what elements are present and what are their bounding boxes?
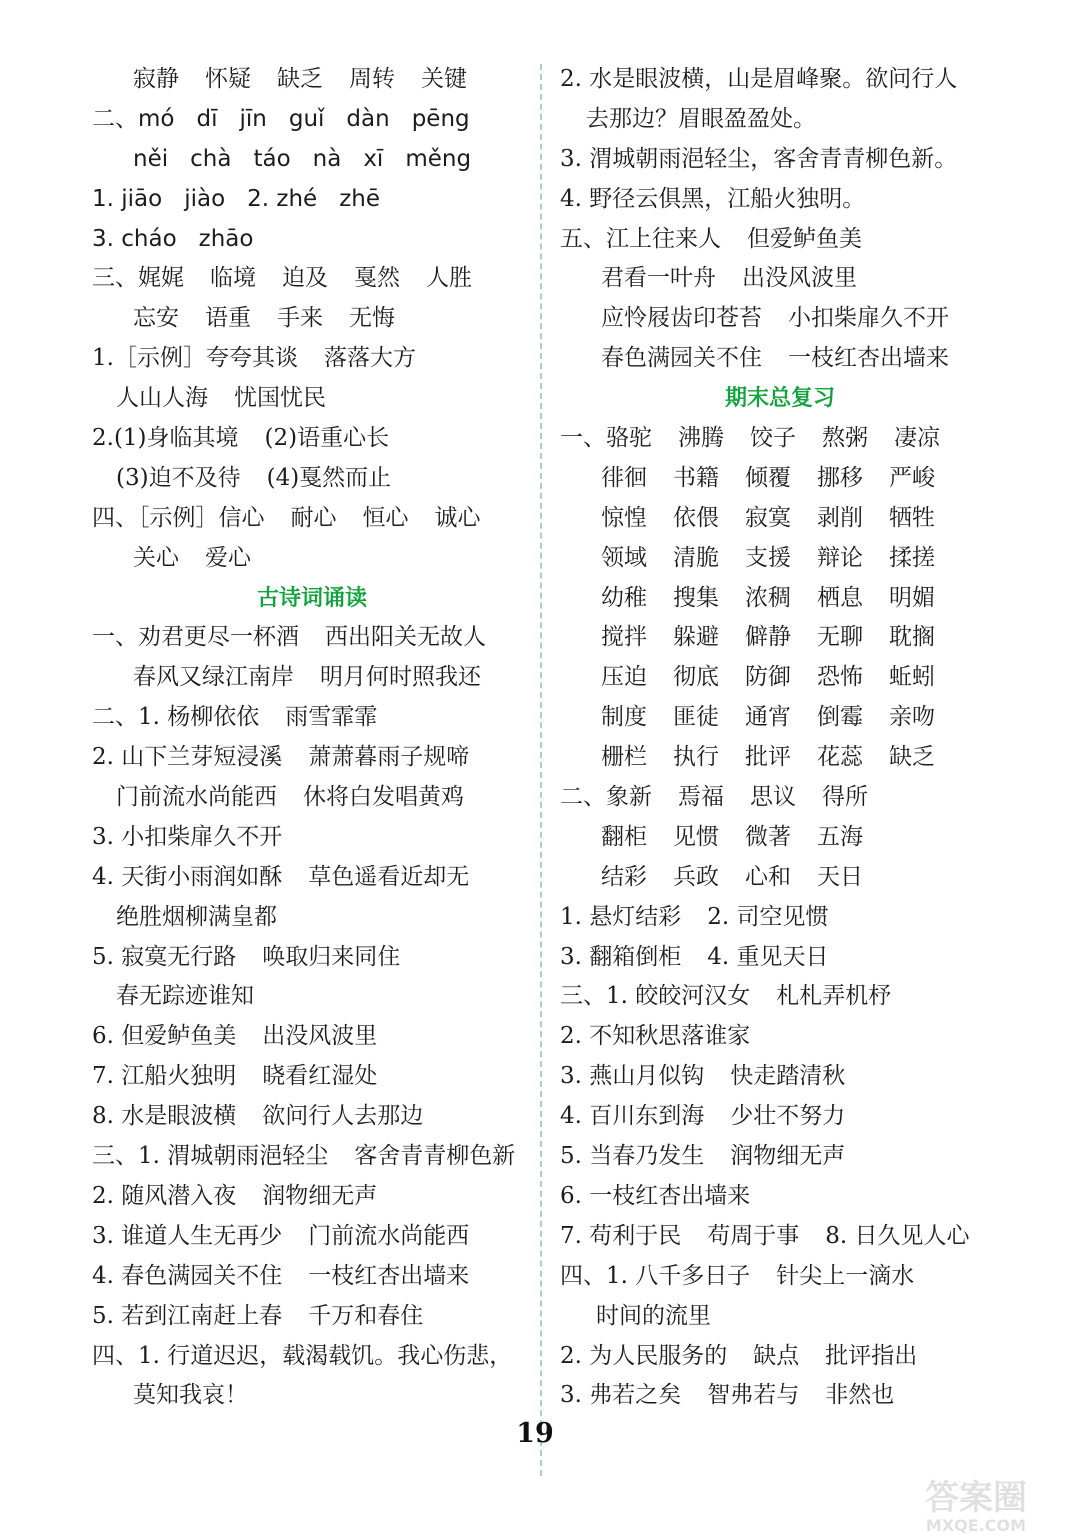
answer-text: 缺乏 <box>889 744 935 771</box>
answer-text: 明媚 <box>889 584 935 611</box>
answer-text: 5. 若到江南赶上春 <box>92 1302 283 1329</box>
answer-text: 3. 渭城朝雨浥轻尘，客舍青青柳色新。 <box>560 145 958 172</box>
answer-text: 压迫 <box>601 664 647 691</box>
answer-line <box>92 1257 532 1297</box>
answer-text: 千万和春住 <box>308 1302 424 1329</box>
answer-text: 剥削 <box>817 504 863 531</box>
answer-text: 4. 春色满园关不住 <box>92 1262 283 1289</box>
answer-text: 出没风波里 <box>262 1023 378 1050</box>
answer-line <box>92 818 532 858</box>
answer-text: 西出阳关无故人 <box>325 624 486 651</box>
answer-line <box>92 1217 532 1257</box>
answer-line <box>92 898 532 938</box>
answer-text: 1.［示例］夸夸其谈 <box>92 345 298 372</box>
answer-text: 一枝红杏出墙来 <box>788 345 949 372</box>
page-number: 19 <box>516 1418 554 1449</box>
answer-text: 札札弄机杼 <box>776 983 892 1010</box>
answer-text: 批评指出 <box>825 1342 918 1369</box>
answer-line <box>560 259 1000 299</box>
answer-text: (2)语重心长 <box>264 425 390 452</box>
answer-line <box>560 698 1000 738</box>
answer-text: zhāo <box>198 225 254 252</box>
answer-line <box>92 658 532 698</box>
answer-line <box>92 60 532 100</box>
answer-text: 四、1. 行道迟迟，载渴载饥。我心伤悲， <box>92 1342 513 1369</box>
answer-line <box>92 738 532 778</box>
answer-text: 2. 为人民服务的 <box>560 1342 728 1369</box>
answer-text: 四、［示例］信心 <box>92 504 265 531</box>
answer-line <box>92 1057 532 1097</box>
answer-line <box>560 180 1000 220</box>
answer-text: 去那边？眉眼盈盈处。 <box>586 105 816 132</box>
answer-text: 思议 <box>750 784 796 811</box>
answer-text: 8. 日久见人心 <box>825 1222 970 1249</box>
pinyin-line <box>92 100 532 140</box>
answer-text: (3)迫不及待 <box>116 464 241 491</box>
answer-text: 君看一叶舟 <box>601 265 716 292</box>
answer-line <box>560 1097 1000 1137</box>
answer-text: 时间的流里 <box>596 1302 711 1329</box>
answer-text: 耐心 <box>290 504 337 531</box>
answer-text: 恐怖 <box>817 664 863 691</box>
answer-text: 落落大方 <box>323 345 416 372</box>
answer-text: 雨雪霏霏 <box>285 704 378 731</box>
answer-text: 熬粥 <box>822 425 868 452</box>
answer-text: 天日 <box>817 863 863 890</box>
answer-text: 润物细无声 <box>730 1143 846 1170</box>
answer-line <box>560 1257 1000 1297</box>
answer-text: 亲吻 <box>889 704 935 731</box>
answer-text: 花蕊 <box>817 744 863 771</box>
answer-text: 7. 苟利于民 <box>560 1222 682 1249</box>
answer-text: 心和 <box>745 863 791 890</box>
answer-text: 欲问行人去那边 <box>262 1103 424 1130</box>
answer-text: 栖息 <box>817 584 863 611</box>
answer-text: 3. 燕山月似钩 <box>560 1063 705 1090</box>
answer-text: nà <box>312 145 342 172</box>
answer-text: 缺乏 <box>277 66 323 92</box>
answer-text: 彻底 <box>673 664 719 691</box>
answer-text: chà <box>190 145 232 172</box>
answer-text: 临境 <box>210 265 256 292</box>
answer-text: 人山人海 <box>116 385 208 412</box>
answer-line <box>560 100 1000 140</box>
answer-text: 草色遥看近却无 <box>308 863 470 890</box>
answer-text: 执行 <box>673 744 719 771</box>
answer-text: (4)戛然而止 <box>266 464 392 491</box>
answer-line <box>92 858 532 898</box>
answer-text: 2. 司空见惯 <box>707 903 829 930</box>
pinyin-line <box>92 220 532 260</box>
answer-text: jiào <box>184 185 226 212</box>
answer-line <box>92 698 532 738</box>
answer-text: 爱心 <box>205 544 251 571</box>
answer-text: 焉福 <box>678 784 724 811</box>
answer-text: 幼稚 <box>601 584 647 611</box>
answer-text: 五、江上往来人 <box>560 225 721 252</box>
answer-line <box>560 140 1000 180</box>
answer-text: 3. 弗若之矣 <box>560 1382 682 1409</box>
answer-text: 春无踪迹谁知 <box>116 983 254 1010</box>
answer-line <box>560 419 1000 459</box>
answer-text: 无聊 <box>817 624 863 651</box>
answer-text: 绝胜烟柳满皇都 <box>116 903 277 930</box>
answer-text: 结彩 <box>601 863 647 890</box>
answer-text: 2. 随风潜入夜 <box>92 1182 237 1209</box>
pinyin-line <box>92 140 532 180</box>
answer-text: 针尖上一滴水 <box>776 1262 915 1289</box>
answer-line <box>92 938 532 978</box>
answer-line <box>560 818 1000 858</box>
answer-text: 沸腾 <box>678 425 724 452</box>
answer-text: 6. 一枝红杏出墙来 <box>560 1182 751 1209</box>
answer-text: 莫知我哀！ <box>133 1382 248 1409</box>
answer-text: 迫及 <box>282 265 328 292</box>
answer-line <box>560 977 1000 1017</box>
answer-text: 寂寞 <box>745 504 791 531</box>
answer-line <box>92 539 532 579</box>
answer-text: 清脆 <box>673 544 719 571</box>
answer-line <box>560 60 1000 100</box>
answer-text: dī <box>196 105 218 132</box>
answer-text: 搜集 <box>673 584 719 611</box>
answer-text: 揉搓 <box>889 544 935 571</box>
answer-text: 微著 <box>745 823 791 850</box>
answer-text: 五海 <box>817 823 863 850</box>
answer-text: 门前流水尚能西 <box>308 1222 470 1249</box>
answer-line <box>560 898 1000 938</box>
pinyin-line <box>92 180 532 220</box>
answer-line <box>92 977 532 1017</box>
answer-text: 6. 但爱鲈鱼美 <box>92 1023 237 1050</box>
answer-text: 晓看红湿处 <box>262 1063 378 1090</box>
answer-text: 饺子 <box>750 425 796 452</box>
answer-text: 1. jiāo <box>92 185 163 212</box>
answer-text: 徘徊 <box>601 464 647 491</box>
answer-text: něi <box>133 145 169 172</box>
answer-text: 8. 水是眼波横 <box>92 1103 237 1130</box>
answer-line <box>560 1137 1000 1177</box>
answer-line <box>92 778 532 818</box>
answer-text: 怀疑 <box>205 66 251 92</box>
left-column <box>92 60 532 1416</box>
answer-line <box>92 299 532 339</box>
answer-text: 手来 <box>277 305 323 332</box>
watermark-text: 答案圈 <box>925 1478 1027 1518</box>
answer-text: 领域 <box>601 544 647 571</box>
answer-line <box>560 339 1000 379</box>
answer-line <box>560 1217 1000 1257</box>
answer-text: 出没风波里 <box>742 265 857 292</box>
answer-text: 四、1. 八千多日子 <box>560 1262 751 1289</box>
answer-text: 5. 寂寞无行路 <box>92 943 237 970</box>
answer-text: měng <box>405 145 472 172</box>
answer-line <box>560 858 1000 898</box>
answer-text: 苟周于事 <box>707 1222 800 1249</box>
answer-text: 人胜 <box>426 265 472 292</box>
answer-text: 二、mó <box>92 105 175 132</box>
answer-text: 非然也 <box>825 1382 895 1409</box>
answer-text: 依偎 <box>673 504 719 531</box>
answer-text: 牺牲 <box>889 504 935 531</box>
answer-text: 辩论 <box>817 544 863 571</box>
answer-text: 快走踏清秋 <box>730 1063 846 1090</box>
answer-text: 但爱鲈鱼美 <box>747 225 862 252</box>
answer-text: 4. 野径云俱黑，江船火独明。 <box>560 185 866 212</box>
answer-text: 匪徒 <box>673 704 719 731</box>
answer-text: 凄凉 <box>894 425 940 452</box>
answer-text: 1. 悬灯结彩 <box>560 903 682 930</box>
answer-text: 7. 江船火独明 <box>92 1063 237 1090</box>
answer-text: 得所 <box>822 784 868 811</box>
answer-text: 栅栏 <box>601 744 647 771</box>
answer-text: 躲避 <box>673 624 719 651</box>
column-divider <box>540 64 542 1476</box>
answer-text: 诚心 <box>434 504 481 531</box>
watermark-logo <box>892 1475 1060 1535</box>
answer-text: 书籍 <box>673 464 719 491</box>
answer-line <box>560 778 1000 818</box>
answer-text: 见惯 <box>673 823 719 850</box>
answer-text: 关心 <box>133 544 179 571</box>
right-column <box>560 60 1000 1416</box>
answer-line <box>560 539 1000 579</box>
answer-text: 挪移 <box>817 464 863 491</box>
answer-text: 惊惶 <box>601 504 647 531</box>
answer-text: 春风又绿江南岸 <box>133 664 294 691</box>
answer-text: 3. 谁道人生无再少 <box>92 1222 283 1249</box>
answer-text: 僻静 <box>745 624 791 651</box>
answer-text: 小扣柴扉久不开 <box>788 305 949 332</box>
answer-line <box>92 499 532 539</box>
answer-line <box>560 618 1000 658</box>
answer-text: táo <box>253 145 291 172</box>
answer-text: 一、劝君更尽一杯酒 <box>92 624 299 651</box>
answer-text: 2. 不知秋思落谁家 <box>560 1023 751 1050</box>
answer-text: 一、骆驼 <box>560 425 652 452</box>
answer-text: 浓稠 <box>745 584 791 611</box>
answer-text: 4. 天街小雨润如酥 <box>92 863 283 890</box>
answer-line <box>560 1177 1000 1217</box>
answer-line <box>560 299 1000 339</box>
answer-text: 少壮不努力 <box>730 1103 846 1130</box>
answer-text: 防御 <box>745 664 791 691</box>
answer-text: 春色满园关不住 <box>601 345 762 372</box>
answer-line <box>560 1017 1000 1057</box>
answer-text: 忘安 <box>133 305 179 332</box>
section-title: 期末总复习 <box>724 386 835 412</box>
answer-text: 4. 百川东到海 <box>560 1103 705 1130</box>
answer-text: 通宵 <box>745 704 791 731</box>
answer-text: 智弗若与 <box>707 1382 800 1409</box>
answer-text: dàn <box>346 105 390 132</box>
answer-line <box>92 1137 532 1177</box>
answer-text: 二、象新 <box>560 784 652 811</box>
answer-text: 忧国忧民 <box>234 385 326 412</box>
answer-text: 3. cháo <box>92 225 177 252</box>
answer-text: 一枝红杏出墙来 <box>308 1262 470 1289</box>
answer-text: 恒心 <box>362 504 409 531</box>
answer-line <box>92 459 532 499</box>
answer-text: 严峻 <box>889 464 935 491</box>
watermark-url: MXQE.COM <box>925 1516 1027 1535</box>
answer-text: pēng <box>411 105 470 132</box>
answer-text: 批评 <box>745 744 791 771</box>
answer-line <box>560 1057 1000 1097</box>
answer-text: 无悔 <box>349 305 395 332</box>
answer-line <box>92 1297 532 1337</box>
answer-text: 翻柜 <box>601 823 647 850</box>
answer-text: 应怜屐齿印苍苔 <box>601 305 762 332</box>
answer-text: 2. 山下兰芽短浸溪 <box>92 744 283 771</box>
answer-text: 明月何时照我还 <box>320 664 481 691</box>
answer-text: 缺点 <box>753 1342 800 1369</box>
answer-text: guǐ <box>288 105 325 132</box>
answer-text: 休将白发唱黄鸡 <box>303 784 464 811</box>
answer-line <box>92 1177 532 1217</box>
answer-text: xī <box>363 145 384 172</box>
answer-line <box>560 1297 1000 1337</box>
answer-line <box>560 220 1000 260</box>
answer-text: zhē <box>339 185 381 212</box>
answer-line <box>92 618 532 658</box>
answer-text: 耽搁 <box>889 624 935 651</box>
answer-text: 客舍青青柳色新 <box>354 1143 516 1170</box>
answer-text: 2. 水是眼波横，山是眉峰聚。欲问行人 <box>560 66 958 92</box>
answer-line <box>92 1097 532 1137</box>
answer-text: 2. zhé <box>247 185 318 212</box>
answer-text: 戛然 <box>354 265 400 292</box>
answer-text: jīn <box>239 105 267 132</box>
answer-text: 三、1. 渭城朝雨浥轻尘 <box>92 1143 329 1170</box>
answer-line <box>92 419 532 459</box>
answer-text: 3. 小扣柴扉久不开 <box>92 823 283 850</box>
answer-text: 5. 当春乃发生 <box>560 1143 705 1170</box>
answer-text: 3. 翻箱倒柜 <box>560 943 682 970</box>
answer-line <box>560 1337 1000 1377</box>
answer-text: 蚯蚓 <box>889 664 935 691</box>
answer-text: 搅拌 <box>601 624 647 651</box>
answer-text: 4. 重见天日 <box>707 943 829 970</box>
answer-text: 支援 <box>745 544 791 571</box>
answer-line <box>560 738 1000 778</box>
answer-text: 兵政 <box>673 863 719 890</box>
answer-line <box>560 499 1000 539</box>
answer-text: 二、1. 杨柳依依 <box>92 704 260 731</box>
answer-text: 三、娓娓 <box>92 265 184 292</box>
answer-text: 三、1. 皎皎河汉女 <box>560 983 751 1010</box>
answer-line <box>560 938 1000 978</box>
answer-text: 倾覆 <box>745 464 791 491</box>
answer-text: 关键 <box>421 66 467 92</box>
answer-text: 倒霉 <box>817 704 863 731</box>
answer-line <box>92 259 532 299</box>
answer-text: 唤取归来同住 <box>262 943 401 970</box>
answer-line <box>560 1376 1000 1416</box>
answer-line <box>92 1017 532 1057</box>
answer-line <box>560 658 1000 698</box>
section-title: 古诗词诵读 <box>256 585 367 611</box>
answer-line <box>92 339 532 379</box>
answer-text: 周转 <box>349 66 395 92</box>
answer-line <box>92 379 532 419</box>
answer-text: 寂静 <box>133 66 179 92</box>
answer-text: 制度 <box>601 704 647 731</box>
answer-text: 萧萧暮雨子规啼 <box>308 744 470 771</box>
answer-text: 门前流水尚能西 <box>116 784 277 811</box>
answer-line <box>560 459 1000 499</box>
answer-text: 语重 <box>205 305 251 332</box>
answer-text: 2.(1)身临其境 <box>92 425 239 452</box>
answer-text: 润物细无声 <box>262 1182 378 1209</box>
answer-line <box>92 1376 532 1416</box>
answer-line <box>92 1337 532 1377</box>
answer-line <box>560 579 1000 619</box>
